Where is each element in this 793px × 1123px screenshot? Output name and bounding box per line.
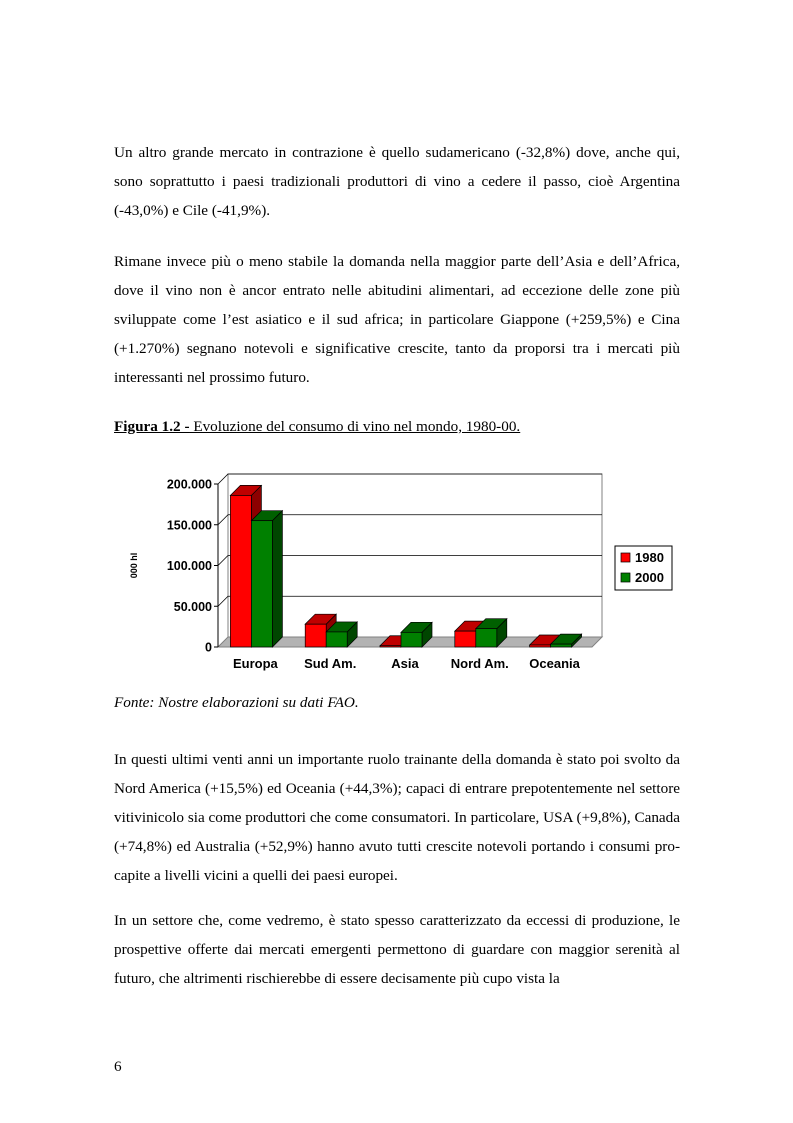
- y-tick-label-2: 100.000: [166, 559, 212, 573]
- paragraph-4: In un settore che, come vedremo, è stato spesso caratterizzato da eccessi di produzione, le prospettive offerte dai mercati emergenti permettono di guardare con maggior serenità al futuro, che altrimenti rischierebbe di essere decisamente più cupo vista la: [114, 912, 680, 987]
- legend-swatch-2000: [621, 573, 630, 582]
- y-tick-label-4: 200.000: [166, 477, 212, 492]
- bar-sudam-2000: [326, 632, 347, 647]
- paragraph-3: In questi ultimi venti anni un importante ruolo trainante della domanda è stato poi svolto da Nord America (+15,5%) ed Oceania (+44,3%); capaci di entrare prepotentemente nel settore vitivinicolo sia come produttori che come consumatori. In particolare, USA (+9,8%), Canada (+74,8%) ed Australia (+52,9%) hanno avuto tutti crescite notevoli portando i consumi pro-capite a livelli vicini a quelli dei paesi europei.: [114, 751, 680, 884]
- bar-oceania-1980: [530, 645, 551, 647]
- paragraph-1: Un altro grande mercato in contrazione è quello sudamericano (-32,8%) dove, anche qui, sono soprattutto i paesi tradizionali produttori di vino a cedere il passo, cioè Argentina (-43,0%) e Cile (-41,9%).: [114, 144, 680, 219]
- bar-nordam-1980: [455, 631, 476, 647]
- x-tick-label-3: Nord Am.: [450, 656, 509, 671]
- x-tick-label-0: Europa: [233, 656, 278, 671]
- figure-label: Figura 1.2 -: [114, 418, 190, 435]
- bar-sudam-1980: [305, 624, 326, 647]
- bar-europa-1980: [230, 495, 251, 647]
- figure-title: Evoluzione del consumo di vino nel mondo, 1980-00.: [189, 418, 521, 435]
- bar-nordam-2000: [476, 629, 497, 647]
- x-tick-label-1: Sud Am.: [304, 656, 357, 671]
- paragraph-2: Rimane invece più o meno stabile la domanda nella maggior parte dell’Asia e dell’Africa, dove il vino non è ancor entrato nelle abitudini alimentari, ad eccezione delle zone più sviluppate come l’est asiatico e il sud africa; in particolare Giappone (+259,5%) e Cina (+1.270%) segnano notevoli e significative crescite, tanto da proporsi tra i mercati più interessanti nel prossimo futuro.: [114, 253, 680, 386]
- bar-europa-2000-side: [272, 511, 282, 647]
- bar-asia-1980: [380, 646, 401, 647]
- figure-caption: [114, 418, 520, 436]
- x-tick-label-2: Asia: [391, 656, 419, 671]
- page-number: 6: [114, 1058, 122, 1075]
- wine-consumption-chart: [110, 450, 680, 682]
- y-axis-label: 000 hl: [129, 552, 139, 579]
- bar-asia-2000: [401, 632, 422, 647]
- legend-label-2000: 2000: [635, 570, 664, 585]
- legend-swatch-1980: [621, 553, 630, 562]
- bar-europa-2000: [251, 521, 272, 647]
- bar-oceania-2000: [551, 644, 572, 647]
- x-tick-label-4: Oceania: [529, 656, 580, 671]
- y-tick-label-0: 0: [205, 640, 212, 655]
- legend-label-1980: 1980: [635, 550, 664, 565]
- y-tick-label-3: 150.000: [166, 518, 212, 533]
- figure-source: Fonte: Nostre elaborazioni su dati FAO.: [114, 694, 359, 711]
- y-tick-label-1: 50.000: [173, 599, 212, 614]
